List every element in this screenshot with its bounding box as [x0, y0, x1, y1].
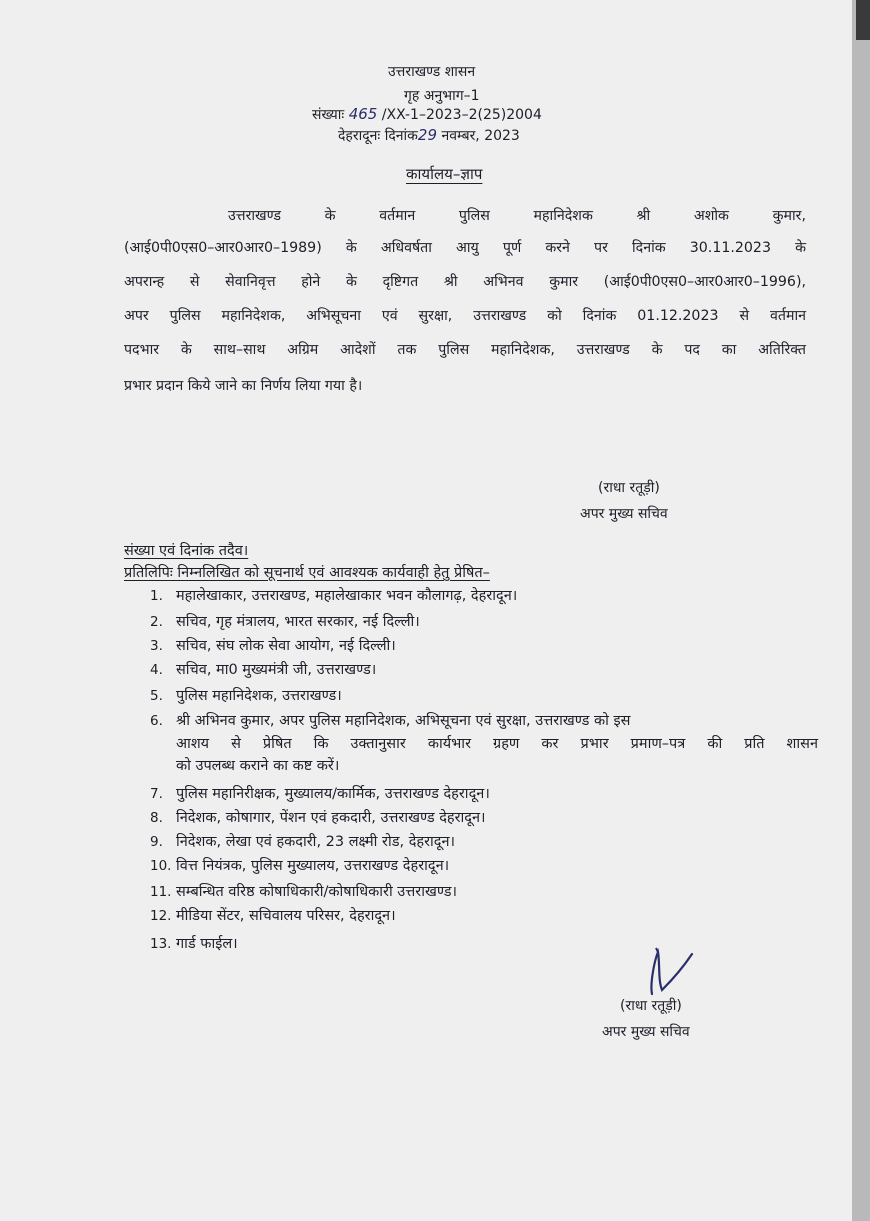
copy-reference-heading: संख्या एवं दिनांक तदैव।	[124, 543, 249, 559]
list-item-continuation: आशय से प्रेषित कि उक्तानुसार कार्यभार ग्रहण कर प्रभार प्रमाण–पत्र की प्रति शासन	[176, 736, 818, 752]
list-item: 9. निदेशक, लेखा एवं हकदारी, 23 लक्ष्मी रोड, देहरादून।	[150, 834, 456, 850]
list-item: 2. सचिव, गृह मंत्रालय, भारत सरकार, नई दिल्ली।	[150, 614, 420, 630]
document-title: कार्यालय–ज्ञाप	[406, 165, 483, 183]
list-item: 5. पुलिस महानिदेशक, उत्तराखण्ड।	[150, 688, 342, 704]
header-government: उत्तराखण्ड शासन	[388, 64, 476, 80]
signatory-name-2: (राधा रतूड़ी)	[620, 998, 682, 1014]
list-item: 12. मीडिया सेंटर, सचिवालय परिसर, देहरादून।	[150, 908, 396, 924]
reference-number	[312, 105, 542, 124]
copy-to-heading: प्रतिलिपिः निम्नलिखित को सूचनार्थ एवं आवश्यक कार्यवाही हेतु प्रेषित–	[124, 565, 490, 581]
handwritten-day: 29	[417, 126, 438, 144]
list-item-continuation: को उपलब्ध कराने का कष्ट करें।	[176, 758, 340, 774]
list-item: 6. श्री अभिनव कुमार, अपर पुलिस महानिदेशक, अभिसूचना एवं सुरक्षा, उत्तराखण्ड को इस	[150, 713, 631, 729]
list-item: 3. सचिव, संघ लोक सेवा आयोग, नई दिल्ली।	[150, 638, 396, 654]
list-item: 1. महालेखाकार, उत्तराखण्ड, महालेखाकार भवन कौलागढ़, देहरादून।	[150, 588, 518, 604]
body-line-2: (आई0पी0एस0–आर0आर0–1989) के अधिवर्षता आयु पूर्ण करने पर दिनांक 30.11.2023 के	[124, 240, 806, 256]
signatory-designation: अपर मुख्य सचिव	[580, 506, 668, 522]
handwritten-number: 465	[348, 105, 378, 123]
list-item: 8. निदेशक, कोषागार, पेंशन एवं हकदारी, उत्तराखण्ड देहरादून।	[150, 810, 486, 826]
list-item: 7. पुलिस महानिरीक्षक, मुख्यालय/कार्मिक, उत्तराखण्ड देहरादून।	[150, 786, 490, 802]
reference-number-code: /XX-1–2023–2(25)2004	[381, 107, 542, 123]
issue-date-month-year: नवम्बर, 2023	[441, 128, 520, 144]
issue-date-label: देहरादूनः दिनांक	[338, 128, 418, 144]
body-line-4: अपर पुलिस महानिदेशक, अभिसूचना एवं सुरक्षा, उत्तराखण्ड को दिनांक 01.12.2023 से वर्तमान	[124, 308, 806, 324]
list-item: 11. सम्बन्धित वरिष्ठ कोषाधिकारी/कोषाधिकारी उत्तराखण्ड।	[150, 884, 457, 900]
scan-edge	[852, 0, 870, 1221]
handwritten-signature	[640, 944, 700, 1002]
list-item: 4. सचिव, मा0 मुख्यमंत्री जी, उत्तराखण्ड।	[150, 662, 377, 678]
body-line-6: प्रभार प्रदान किये जाने का निर्णय लिया गया है।	[124, 378, 363, 394]
signatory-designation-2: अपर मुख्य सचिव	[602, 1024, 690, 1040]
body-line-5: पदभार के साथ–साथ अग्रिम आदेशों तक पुलिस महानिदेशक, उत्तराखण्ड के पद का अतिरिक्त	[124, 342, 806, 358]
list-item: 13. गार्ड फाईल।	[150, 936, 238, 952]
issue-date	[338, 126, 520, 145]
body-line-3: अपरान्ह से सेवानिवृत्त होने के दृष्टिगत श्री अभिनव कुमार (आई0पी0एस0–आर0आर0–1996),	[124, 274, 806, 290]
list-item: 10. वित्त नियंत्रक, पुलिस मुख्यालय, उत्तराखण्ड देहरादून।	[150, 858, 450, 874]
header-department: गृह अनुभाग–1	[404, 88, 480, 104]
reference-number-label: संख्याः	[312, 107, 345, 123]
signatory-name: (राधा रतूड़ी)	[598, 480, 660, 496]
body-line-1: उत्तराखण्ड के वर्तमान पुलिस महानिदेशक श्री अशोक कुमार,	[228, 208, 806, 224]
